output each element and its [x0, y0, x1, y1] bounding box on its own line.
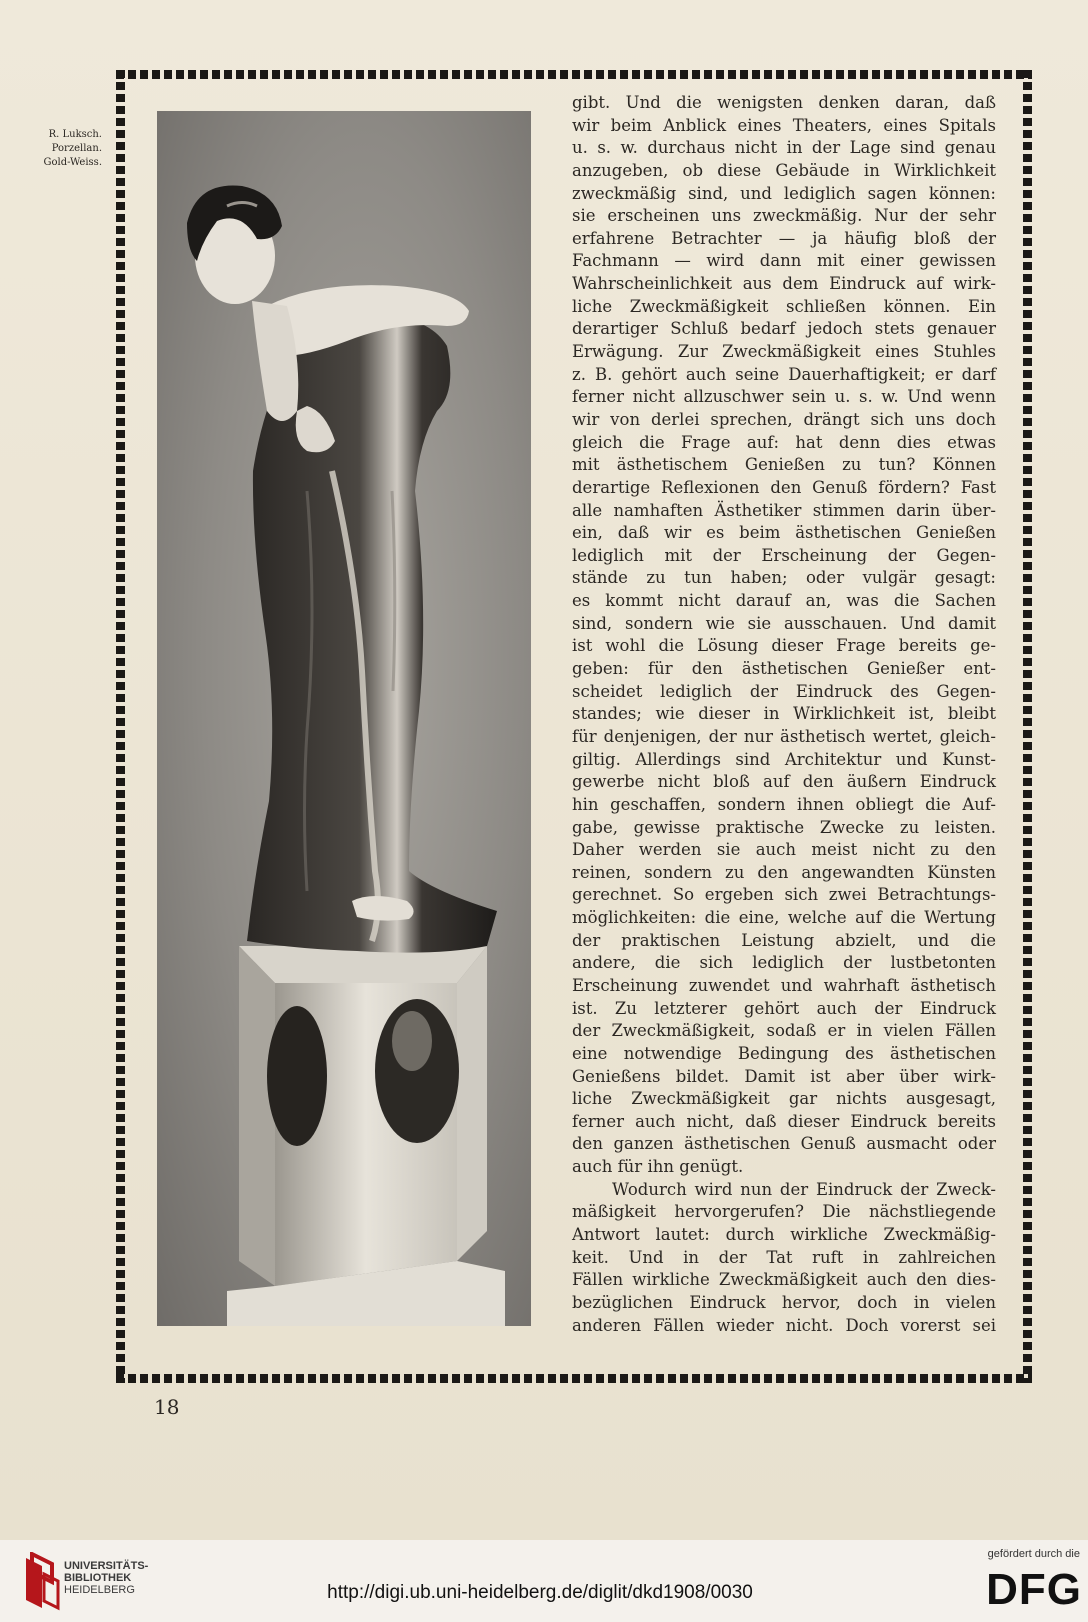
text-line: den ganzen ästhetischen Genuß ausmacht oder [572, 1134, 996, 1154]
text-line: anzugeben, ob diese Gebäude in Wirklichkeit [572, 160, 996, 180]
permalink-url[interactable]: http://digi.ub.uni-heidelberg.de/diglit/dkd1908/0030 [327, 1582, 753, 1603]
text-line: giltig. Allerdings sind Architektur und Kunst- [572, 749, 996, 769]
figurine-photograph [157, 111, 531, 1326]
text-line: es kommt nicht darauf an, was die Sachen [572, 591, 996, 611]
text-line: u. s. w. durchaus nicht in der Lage sind genau [572, 138, 996, 158]
text-line: anderen Fällen wieder nicht. Doch vorerst sei [572, 1315, 996, 1335]
text-line: stände zu tun haben; oder vulgär gesagt: [572, 568, 996, 588]
text-line: Wodurch wird nun der Eindruck der Zweck- [612, 1179, 996, 1199]
text-line: Erscheinung zuwendet und wahrhaft ästhetisch [572, 975, 996, 995]
body-text-column [572, 92, 996, 1337]
ornamental-border-top [116, 70, 1032, 79]
text-line: liche Zweckmäßigkeit schließen können. Ein [572, 296, 996, 316]
text-line: ferner nicht allzuschwer sein u. s. w. Und wenn [572, 387, 996, 407]
caption-artist: R. Luksch. [48, 129, 102, 140]
text-line: Genießens bildet. Damit ist aber über wirk- [572, 1066, 996, 1086]
text-line: Daher werden sie auch meist nicht zu den [572, 840, 996, 860]
text-line: hin geschaffen, sondern ihnen obliegt die Auf- [572, 794, 996, 814]
text-line: möglichkeiten: die eine, welche auf die Wertung [572, 908, 996, 928]
text-line: derartige Reflexionen den Genuß fördern? Fast [572, 477, 996, 497]
text-line: der praktischen Leistung abzielt, und die [572, 930, 996, 950]
text-line: ist. Zu letzterer gehört auch der Eindruck [572, 998, 996, 1018]
text-line: wir von derlei sprechen, drängt sich uns doch [572, 409, 996, 429]
text-line: sind, sondern wie sie ausschauen. Und damit [572, 613, 996, 633]
text-line: gibt. Und die wenigsten denken daran, daß [572, 93, 996, 112]
text-line: ist wohl die Lösung dieser Frage bereits ge- [572, 636, 996, 656]
text-line: alle namhaften Ästhetiker stimmen darin über- [572, 500, 996, 520]
text-line: ein, daß wir es beim ästhetischen Genießen [572, 523, 996, 543]
text-line: Erwägung. Zur Zweckmäßigkeit eines Stuhles [572, 342, 996, 362]
library-line-3: HEIDELBERG [64, 1584, 135, 1596]
text-line: für denjenigen, der nur ästhetisch wertet, gleich- [572, 726, 996, 746]
text-line: mit ästhetischem Genießen zu tun? Können [572, 455, 996, 475]
text-line: erfahrene Betrachter — ja häufig bloß der [572, 228, 996, 248]
text-line: liche Zweckmäßigkeit gar nichts ausgesagt, [572, 1089, 996, 1109]
text-line: mäßigkeit hervorgerufen? Die nächstliegende [572, 1202, 996, 1222]
text-line: gleich die Frage auf: hat denn dies etwas [572, 432, 996, 452]
text-line: derartiger Schluß bedarf jedoch stets genauer [572, 319, 996, 339]
text-line: Fällen wirkliche Zweckmäßigkeit auch den dies- [572, 1270, 996, 1290]
funding-note: gefördert durch die [987, 1548, 1080, 1560]
ornamental-border-right [1023, 70, 1032, 1383]
caption-material: Porzellan. [51, 143, 102, 154]
text-line: eine notwendige Bedingung des ästhetischen [572, 1043, 996, 1063]
figure-caption [22, 128, 102, 170]
dfg-logo: DFG [986, 1565, 1082, 1614]
ub-heidelberg-logo-icon [22, 1552, 60, 1612]
text-line: wir beim Anblick eines Theaters, eines Spitals [572, 115, 996, 135]
text-line: Fachmann — wird dann mit einer gewissen [572, 251, 996, 271]
text-line: gerechnet. So ergeben sich zwei Betrachtungs- [572, 885, 996, 905]
text-line: Antwort lautet: durch wirkliche Zweckmäßig- [572, 1225, 996, 1245]
text-line: standes; wie dieser in Wirklichkeit ist, bleibt [572, 704, 996, 724]
text-line: der Zweckmäßigkeit, sodaß er in vielen Fällen [572, 1021, 996, 1041]
text-line: ferner auch nicht, daß dieser Eindruck bereits [572, 1111, 996, 1131]
text-line: bezüglichen Eindruck hervor, doch in vielen [572, 1292, 996, 1312]
text-line: andere, die sich lediglich der lustbetonten [572, 953, 996, 973]
text-line: reinen, sondern zu den angewandten Künsten [572, 862, 996, 882]
digitization-footer [0, 1540, 1088, 1622]
ornamental-border-left [116, 70, 125, 1383]
figurine-illustration [157, 111, 531, 1326]
text-line: sie erscheinen uns zweckmäßig. Nur der sehr [572, 206, 996, 226]
text-line: keit. Und in der Tat ruft in zahlreichen [572, 1247, 996, 1267]
text-line: z. B. gehört auch seine Dauerhaftigkeit; er darf [572, 364, 996, 384]
text-line: lediglich mit der Erscheinung der Gegen- [572, 545, 996, 565]
text-line: Wahrscheinlichkeit aus dem Eindruck auf wirk- [572, 274, 996, 294]
text-line: gabe, gewisse praktische Zwecke zu leisten. [572, 817, 996, 837]
text-line: scheidet lediglich der Eindruck des Gegen- [572, 681, 996, 701]
ornamental-border-bottom [116, 1374, 1032, 1383]
text-line: zweckmäßig sind, und lediglich sagen können: [572, 183, 996, 203]
text-line: gewerbe nicht bloß auf den äußern Eindruck [572, 772, 996, 792]
page-number: 18 [154, 1395, 180, 1419]
caption-manufacturer: Gold-Weiss. [43, 157, 102, 168]
library-line-2: BIBLIOTHEK [64, 1572, 132, 1584]
text-line: geben: für den ästhetischen Genießer ent- [572, 659, 996, 679]
library-name [64, 1560, 148, 1596]
library-line-1: UNIVERSITÄTS- [64, 1560, 149, 1572]
text-line: auch für ihn genügt. [572, 1157, 744, 1177]
